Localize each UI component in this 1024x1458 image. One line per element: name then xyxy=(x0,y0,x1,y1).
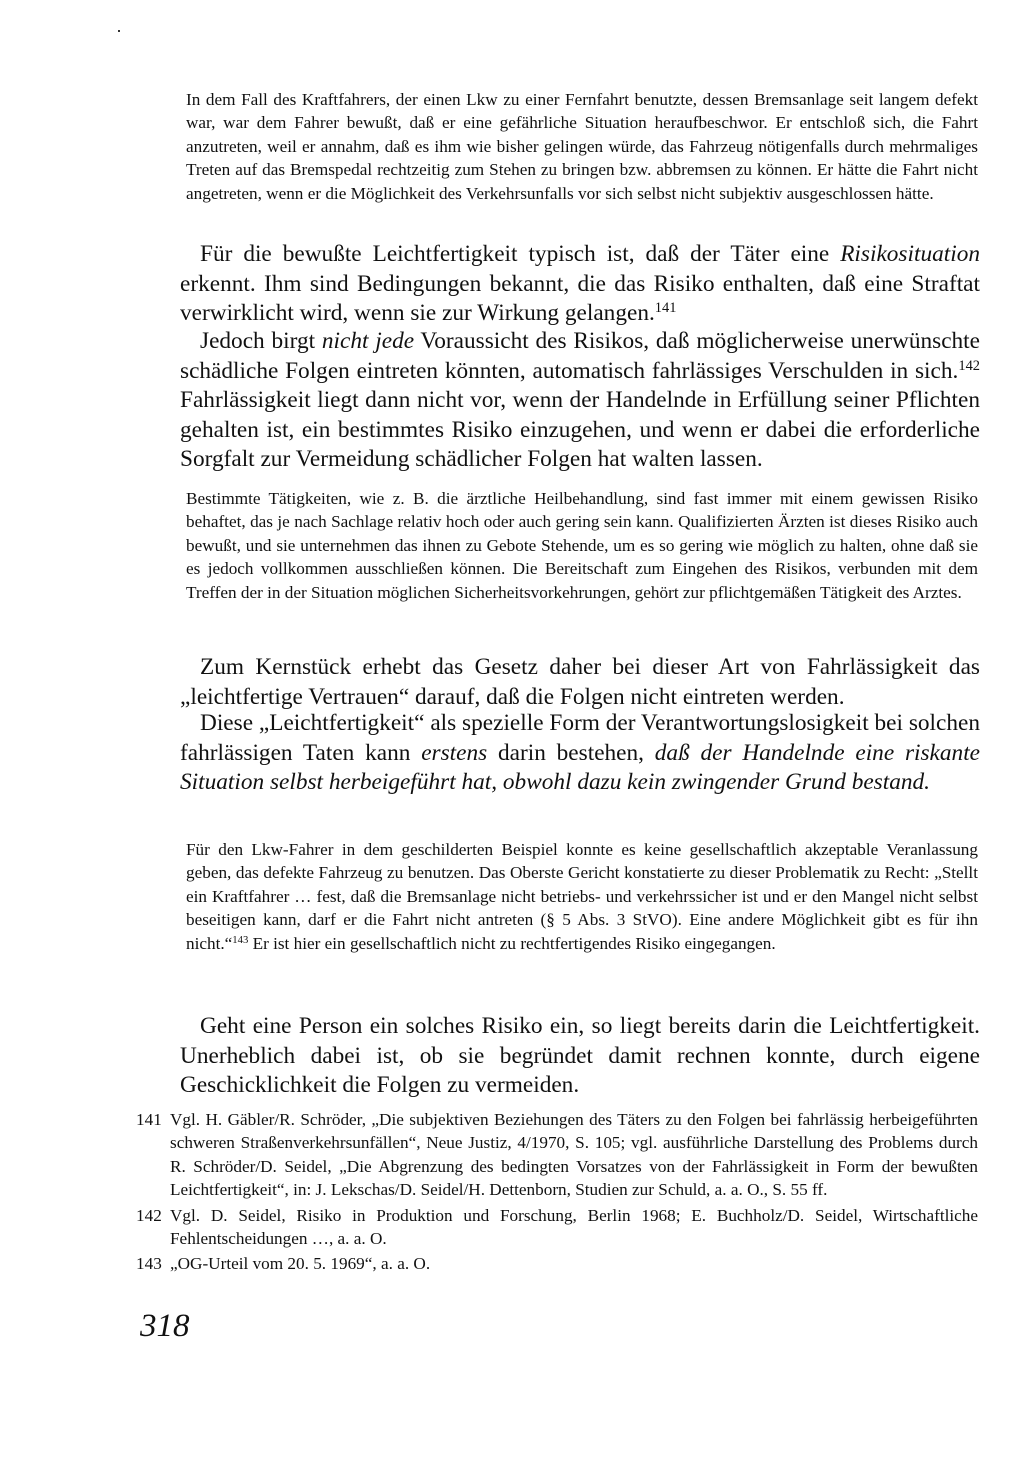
body-paragraph-risk-situation: Für die bewußte Leichtfertigkeit typisch ist, daß der Täter eine Risikosituation erkennt. Ihm sind Bedingungen bekannt, die das Risiko enthalten, daß eine Straftat verwirklicht wird, wenn sie zur Wirkung gelangen.$^{141}$ xyxy=(180,241,980,327)
footnote-ref-143[interactable]: 143 xyxy=(232,934,249,946)
body-paragraph-conclusion: Geht eine Person ein solches Risiko ein, so liegt bereits darin die Leichtfertigkeit. Unerheblich dabei ist, ob sie begründet damit rechnen konnte, durch eigene Geschicklichkeit die Folgen zu vermeiden. xyxy=(180,1013,980,1099)
body-paragraph-core-principle: Zum Kernstück erhebt das Gesetz daher bei dieser Art von Fahrlässigkeit das „leichtfertige Vertrauen“ darauf, daß die Folgen nicht eintreten werden. xyxy=(180,654,980,710)
body-paragraph-leichtfertigkeit: Diese „Leichtfertigkeit“ als spezielle Form der Verantwortungslosigkeit bei solchen fahrlässigen Taten kann erstens darin bestehen, daß der Handelnde eine riskante Situation selbst herbeigeführt hat, obwohl dazu kein zwingender Grund bestand. xyxy=(180,710,981,796)
scan-speck xyxy=(118,30,120,32)
footnotes-section xyxy=(136,1108,978,1276)
example-paragraph-court-ruling: Für den Lkw-Fahrer in dem geschilderten Beispiel konnte es keine gesellschaftlich akzeptable Veranlassung geben, das defekte Fahrzeug zu benutzen. Das Oberste Gericht konstatierte zu dieser Problematik zu Recht: „Stellt ein Kraftfahrer … fest, daß die Bremsanlage nicht betriebs- und verkehrssicher ist und er den Mangel nicht selbst beseitigen kann, darf er die Fahrt nicht antreten (§ 5 Abs. 3 StVO). Eine andere Möglichkeit gibt es für ihn nicht.“$^{143}$ Er ist hier ein gesellschaftlich nicht zu rechtfertigendes Risiko eingegangen. xyxy=(186,840,978,953)
footnote-number: 143 xyxy=(136,1254,162,1274)
footnote-ref-141[interactable]: 141 xyxy=(654,300,677,317)
footnote-141 xyxy=(136,1108,978,1202)
example-paragraph-truck: In dem Fall des Kraftfahrers, der einen Lkw zu einer Fernfahrt benutzte, dessen Bremsanlage seit langem defekt war, war dem Fahrer bewußt, daß er eine gefährliche Situation heraufbeschwor. Er entschloß sich, die Fahrt anzutreten, weil er annahm, daß es ihm wie bisher gelingen würde, das Fahrzeug nötigenfalls durch mehrmaliges Treten auf das Bremspedal rechtzeitig zum Stehen zu bringen bzw. abbremsen zu können. Er hätte die Fahrt nicht angetreten, wenn er die Möglichkeit des Verkehrsunfalls vor sich selbst nicht subjektiv ausgeschlossen hätte. xyxy=(186,90,978,203)
footnote-text: Vgl. D. Seidel, Risiko in Produktion und Forschung, Berlin 1968; E. Buchholz/D. Seidel, Wirtschaftliche Fehlentscheidungen …, a. a. O. xyxy=(170,1205,978,1249)
footnote-143 xyxy=(136,1252,978,1275)
example-paragraph-doctors: Bestimmte Tätigkeiten, wie z. B. die ärztliche Heilbehandlung, sind fast immer mit einem gewissen Risiko behaftet, das je nach Sachlage relativ hoch oder auch gering sein kann. Qualifizierten Ärzten ist dieses Risiko auch bewußt, und sie unternehmen das ihnen zu Gebote Stehende, um es so gering wie möglich zu halten, ohne daß sie es jedoch vollkommen ausschließen können. Die Bereitschaft zum Eingehen des Risikos, verbunden mit dem Treffen der in der Situation möglichen Sicherheitsvorkehrungen, gehört zur pflichtgemäßen Tätigkeit des Arztes. xyxy=(186,489,978,602)
footnote-text: „OG-Urteil vom 20. 5. 1969“, a. a. O. xyxy=(170,1254,431,1274)
page-number: 318 xyxy=(140,1308,190,1344)
footnote-number: 142 xyxy=(136,1205,162,1225)
body-paragraph-not-every-risk: Jedoch birgt nicht jede Voraussicht des Risikos, daß möglicherweise unerwünschte schädliche Folgen eintreten könnten, automatisch fahrlässiges Verschulden in sich.$^{142}$ Fahrlässigkeit liegt dann nicht vor, wenn der Handelnde in Erfüllung seiner Pflichten gehalten ist, ein bestimmtes Risiko einzugehen, und wenn er dabei die erforderliche Sorgfalt zur Vermeidung schädlicher Folgen hat walten lassen. xyxy=(180,328,980,473)
footnote-142 xyxy=(136,1204,978,1251)
footnote-number: 141 xyxy=(136,1110,162,1129)
footnote-ref-142[interactable]: 142 xyxy=(958,357,980,374)
footnote-text: Vgl. H. Gäbler/R. Schröder, „Die subjektiven Beziehungen des Täters zu den Folgen bei fahrlässig herbeigeführten schweren Straßenverkehrsunfällen“, Neue Justiz, 4/1970, S. 105; vgl. ausführliche Darstellung des Problems durch R. Schröder/D. Seidel, „Die Abgrenzung des bedingten Vorsatzes von der Fahrlässigkeit in Form der bewußten Leichtfertigkeit“, in: J. Lekschas/D. Seidel/H. Dettenborn, Studien zur Schuld, a. a. O., S. 55 ff. xyxy=(170,1110,978,1200)
